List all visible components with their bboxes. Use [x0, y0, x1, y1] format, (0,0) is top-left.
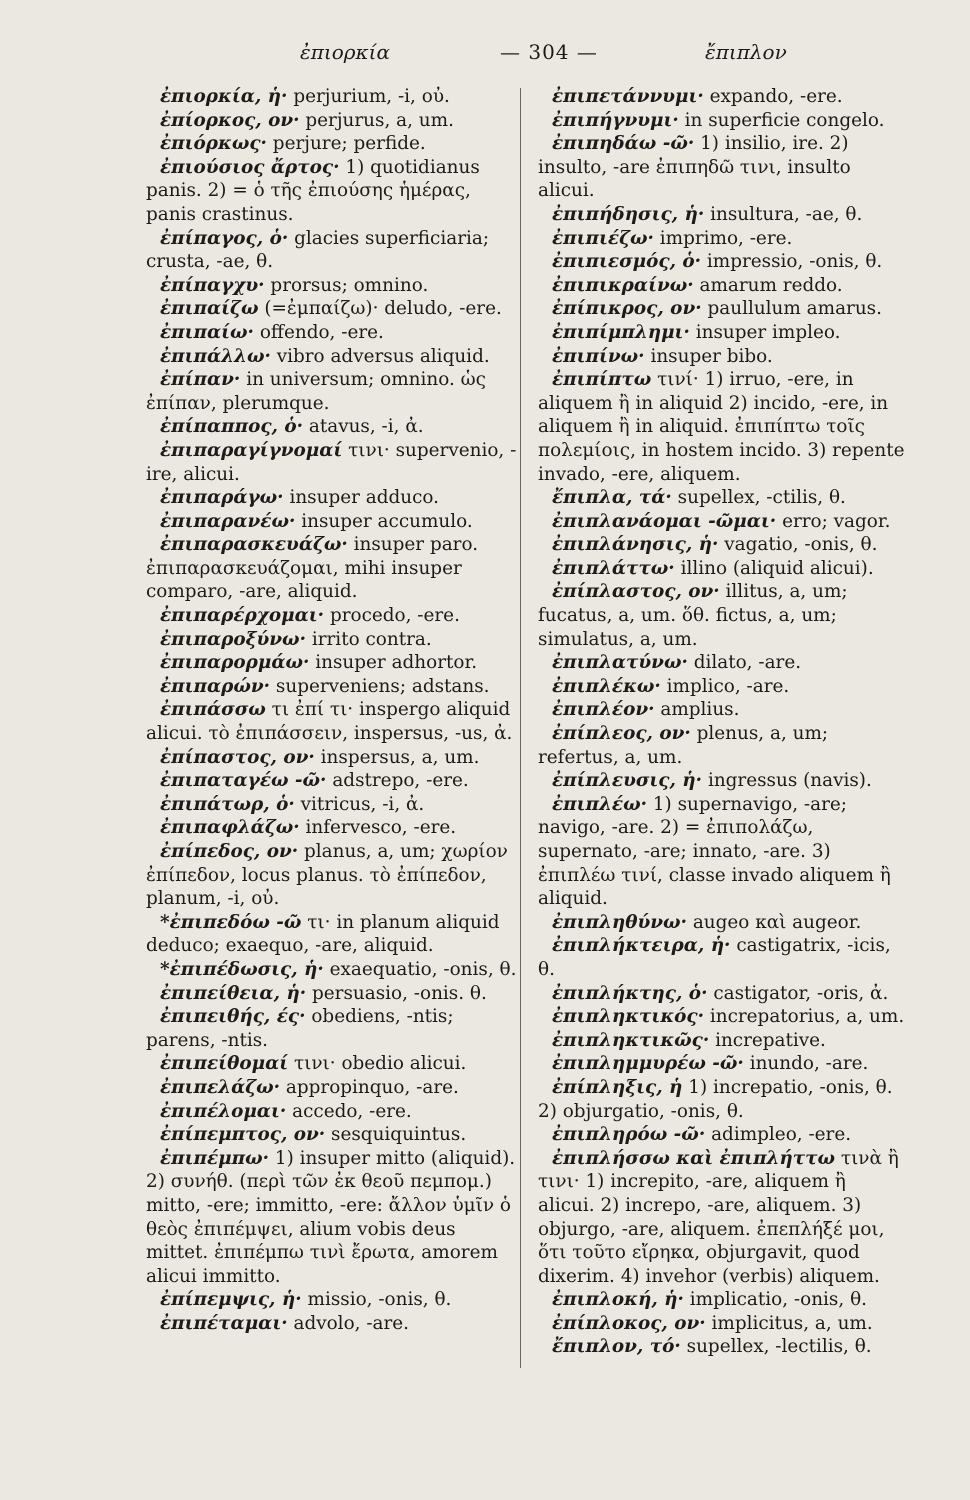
entry-definition: implicitus, a, um. [711, 1312, 873, 1334]
dictionary-entry [538, 109, 908, 133]
entry-headword: ἐπίπαππος, ὁ· [160, 416, 304, 438]
entry-definition: inspersus, a, um. [320, 746, 480, 768]
entry-headword: ἐπιπάσσω [160, 699, 266, 721]
entry-headword: ἐπιπαταγέω -ῶ· [160, 770, 327, 792]
entry-definition: paullulum amarus. [707, 298, 882, 320]
dictionary-entry [146, 958, 518, 982]
entry-headword: ἐπίπεδος, ον· [160, 841, 299, 862]
dictionary-entry [146, 698, 518, 745]
entry-headword: ἐπιπείθομαί [160, 1053, 289, 1075]
dictionary-entry [146, 109, 518, 133]
entry-definition: castigator, -oris, ἀ. [713, 982, 889, 1004]
dictionary-entry [146, 1123, 518, 1147]
dictionary-entry [538, 132, 908, 203]
entry-headword: ἐπιπλήκτειρα, ἡ· [552, 935, 731, 957]
entry-headword: ἐπιπήγνυμι· [552, 109, 679, 131]
entry-headword: ἔπιπλα, τά· [552, 487, 672, 509]
entry-headword: ἐπιπειθής, ές· [160, 1006, 306, 1028]
entry-definition: insuper paro. ἐπιπαρασκευάζομαι, mihi insuper comparo, -are, aliquid. [146, 534, 479, 603]
entry-definition: infervesco, -ere. [305, 817, 457, 839]
dictionary-entry [146, 510, 518, 534]
entry-definition: augeo καὶ augeor. [692, 911, 862, 933]
entry-definition: erro; vagor. [782, 510, 891, 532]
dictionary-entry [538, 203, 908, 227]
entry-definition: sesquiquintus. [331, 1124, 467, 1146]
right-guide-word: ἔπιπλον [705, 40, 787, 64]
entry-headword: ἐπιπαροξύνω· [160, 628, 306, 650]
entry-headword: ἐπιόρκως· [160, 133, 267, 155]
entry-definition: perjure; perfide. [272, 133, 426, 155]
dictionary-entry [538, 321, 908, 345]
entry-definition: appropinquo, -are. [285, 1076, 459, 1098]
entry-definition: illitus, a, um; fucatus, a, um. ὅθ. fictus, a, um; simulatus, a, um. [538, 581, 848, 650]
dictionary-entry [538, 911, 908, 935]
entry-definition: τι ἐπί τι· inspergo aliquid alicui. τὸ ἐπιπάσσειν, inspersus, -us, ἀ. [146, 699, 513, 745]
entry-definition: insuper impleo. [695, 321, 841, 343]
entry-headword: ἐπιπλανάομαι -ῶμαι· [552, 510, 777, 532]
dictionary-entry [538, 1029, 908, 1053]
entry-definition: accedo, -ere. [292, 1100, 412, 1122]
dictionary-entry [146, 1288, 518, 1312]
entry-headword: ἐπιπάτωρ, ὁ· [160, 793, 295, 815]
entry-definition: supellex, -lectilis, θ. [686, 1336, 872, 1358]
dictionary-entry [146, 132, 518, 156]
entry-definition: vitricus, -i, ἀ. [300, 793, 425, 815]
entry-definition: amplius. [660, 699, 740, 721]
dictionary-entry [146, 368, 518, 415]
entry-definition: plenus, a, um; refertus, a, um. [538, 723, 829, 768]
entry-headword: ἐπιπλάνησις, ἡ· [552, 534, 719, 556]
dictionary-entry [538, 557, 908, 581]
entry-headword: ἐπιπλήκτης, ὁ· [552, 982, 708, 1004]
dictionary-entry [538, 1076, 908, 1123]
entry-headword: ἐπιπιεσμός, ὁ· [552, 251, 702, 273]
entry-headword: ἐπιπαφλάζω· [160, 817, 300, 839]
dictionary-entry [146, 274, 518, 298]
entry-headword: ἐπιούσιος ἄρτος· [160, 156, 340, 178]
entry-headword: ἐπιπλέω· [552, 793, 647, 815]
entry-headword: ἐπιπιέζω· [552, 227, 654, 249]
dictionary-entry [146, 1052, 518, 1076]
entry-headword: ἐπιπαρανέω· [160, 510, 296, 532]
column-divider [520, 88, 521, 1368]
entry-definition: illino (aliquid alicui). [680, 557, 874, 579]
dictionary-entry [538, 698, 908, 722]
entry-definition: in universum; omnino. ὡς ἐπίπαν, plerumque. [146, 369, 486, 414]
entry-definition: expando, -ere. [709, 86, 843, 107]
entry-headword: ἐπίπαστος, ον· [160, 746, 315, 768]
dictionary-entry [538, 982, 908, 1006]
entry-headword: ἐπίπλοκος, ον· [552, 1312, 706, 1334]
entry-definition: (=ἐμπαίζω)· deludo, -ere. [264, 298, 502, 320]
dictionary-entry [538, 1052, 908, 1076]
entry-definition: implico, -are. [666, 675, 790, 697]
entry-definition: planus, a, um; χωρίον ἐπίπεδον, locus planus. τὸ ἐπίπεδον, planum, -i, οὐ. [146, 841, 508, 910]
entry-headword: ἐπιπληθύνω· [552, 911, 687, 933]
entry-definition: irrito contra. [311, 628, 432, 650]
dictionary-entry [146, 840, 518, 911]
entry-headword: ἐπιπαίζω [160, 298, 259, 320]
entry-headword: ἐπιπηδάω -ῶ· [552, 133, 695, 155]
entry-headword: ἐπιπληκτικῶς· [552, 1029, 710, 1051]
entry-headword: ἐπιπετάννυμι· [552, 86, 704, 107]
left-guide-word: ἐπιορκία [300, 40, 390, 64]
entry-headword: ἐπίπαγος, ὁ· [160, 227, 289, 249]
entry-headword: ἐπιπικραίνω· [552, 274, 694, 296]
dictionary-entry [538, 345, 908, 369]
dictionary-entry [538, 675, 908, 699]
dictionary-entry [146, 486, 518, 510]
dictionary-entry [146, 1076, 518, 1100]
entry-definition: insultura, -ae, θ. [710, 203, 863, 225]
entry-headword: ἐπιπίπτω [552, 369, 652, 391]
dictionary-entry [146, 533, 518, 604]
entry-definition: ingressus (navis). [707, 770, 872, 792]
entry-headword: ἐπιπήδησις, ἡ· [552, 203, 705, 225]
dictionary-entry [538, 85, 908, 109]
entry-definition: superveniens; adstans. [275, 675, 490, 697]
dictionary-entry [146, 675, 518, 699]
entry-definition: in superficie congelo. [684, 109, 885, 131]
entry-headword: ἐπιπλατύνω· [552, 652, 688, 674]
dictionary-entry [538, 651, 908, 675]
dictionary-entry [146, 816, 518, 840]
entry-definition: inundo, -are. [749, 1053, 869, 1075]
dictionary-entry [538, 793, 908, 911]
entry-headword: ἐπιπελάζω· [160, 1076, 281, 1098]
entry-definition: exaequatio, -onis, θ. [329, 958, 517, 980]
entry-definition: increpatorius, a, um. [709, 1006, 905, 1028]
dictionary-entry [146, 85, 518, 109]
dictionary-entry [538, 510, 908, 534]
page-number: — 304 — [500, 40, 598, 64]
dictionary-entry [538, 1005, 908, 1029]
page-header [0, 40, 970, 74]
dictionary-entry [538, 227, 908, 251]
entry-definition: vibro adversus aliquid. [276, 345, 490, 367]
entry-headword: ἐπιπαίω· [160, 321, 254, 343]
entry-headword: ἐπιπίνω· [552, 345, 645, 367]
entry-definition: amarum reddo. [699, 274, 843, 296]
entry-definition: 1) insilio, ire. 2) insulto, -are ἐπιπηδῶ τινι, insulto alicui. [538, 133, 851, 202]
entry-headword: ἐπιπλήσσω καὶ ἐπιπλήττω [552, 1147, 836, 1169]
entry-headword: ἐπίπλεος, ον· [552, 723, 691, 745]
dictionary-entry [538, 722, 908, 769]
entry-definition: imprimo, -ere. [659, 227, 793, 249]
entry-definition: glacies superficiaria; crusta, -ae, θ. [146, 227, 490, 273]
dictionary-entry [146, 1100, 518, 1124]
entry-headword: ἐπιπληρόω -ῶ· [552, 1124, 706, 1146]
dictionary-entry [538, 1312, 908, 1336]
entry-headword: ἐπιπαράγω· [160, 487, 284, 509]
entry-definition: insuper adhortor. [315, 652, 478, 674]
entry-definition: missio, -onis, θ. [307, 1289, 452, 1311]
dictionary-entry [146, 628, 518, 652]
entry-headword: ἐπιπληκτικός· [552, 1006, 704, 1028]
entry-definition: supellex, -ctilis, θ. [677, 487, 846, 509]
entry-definition: advolo, -are. [293, 1312, 410, 1334]
entry-headword: ἐπίπαγχυ· [160, 274, 265, 296]
entry-headword: ἐπιπίμπλημι· [552, 321, 690, 343]
entry-headword: ἐπίπαν· [160, 369, 241, 391]
entry-definition: prorsus; omnino. [270, 274, 429, 296]
dictionary-entry [146, 982, 518, 1006]
entry-headword: ἐπιπλημμυρέω -ῶ· [552, 1053, 744, 1075]
entry-definition: perjurus, a, um. [305, 109, 454, 131]
left-column [146, 85, 518, 1335]
dictionary-entry [538, 580, 908, 651]
dictionary-entry [538, 533, 908, 557]
entry-definition: impressio, -onis, θ. [706, 251, 883, 273]
dictionary-entry [146, 793, 518, 817]
entry-headword: ἐπίπληξις, ἡ [552, 1076, 683, 1098]
entry-headword: ἐπίπεμπτος, ον· [160, 1124, 326, 1146]
entry-definition: insuper accumulo. [301, 510, 473, 532]
dictionary-entry [538, 1123, 908, 1147]
dictionary-entry [538, 934, 908, 981]
dictionary-entry [146, 604, 518, 628]
entry-definition: persuasio, -onis. θ. [312, 982, 487, 1004]
entry-headword: *ἐπιπεδόω -ῶ [160, 911, 302, 933]
entry-definition: perjurium, -i, οὐ. [293, 86, 450, 107]
entry-headword: ἐπίπεμψις, ἡ· [160, 1289, 302, 1311]
entry-definition: implicatio, -onis, θ. [689, 1289, 867, 1311]
entry-definition: 1) quotidianus panis. 2) = ὁ τῆς ἐπιούσης ἡμέρας, panis crastinus. [146, 156, 480, 225]
entry-headword: ἐπιπάλλω· [160, 345, 271, 367]
dictionary-entry [538, 1288, 908, 1312]
dictionary-entry [538, 274, 908, 298]
entry-definition: τινι· supervenio, -ire, alicui. [146, 439, 517, 485]
entry-definition: insuper adduco. [289, 487, 440, 509]
entry-definition: castigatrix, -icis, θ. [538, 935, 891, 980]
entry-headword: ἐπιπλέκω· [552, 675, 661, 697]
entry-definition: dilato, -are. [693, 652, 802, 674]
entry-headword: *ἐπιπέδωσις, ἡ· [160, 958, 324, 980]
entry-definition: adimpleo, -ere. [711, 1124, 852, 1146]
right-column [538, 85, 908, 1359]
entry-definition: τι· in planum aliquid deduco; exaequo, -are, aliquid. [146, 911, 500, 957]
entry-definition: atavus, -i, ἀ. [308, 416, 424, 438]
dictionary-entry [538, 1147, 908, 1289]
dictionary-entry [146, 1005, 518, 1052]
entry-headword: ἐπιορκία, ἡ· [160, 86, 288, 107]
dictionary-entry [146, 1147, 518, 1289]
dictionary-entry [538, 1335, 908, 1359]
entry-headword: ἐπιπαρών· [160, 675, 271, 697]
entry-headword: ἐπίορκος, ον· [160, 109, 300, 131]
entry-headword: ἐπιπαραγίγνομαί [160, 439, 343, 461]
entry-headword: ἐπιπαρορμάω· [160, 652, 310, 674]
entry-definition: τινὰ ἢ τινι· 1) increpito, -are, aliquem ἢ alicui. 2) increpo, -are, aliquem. 3) objurgo, -are, aliquem. ἐπεπλήξέ μοι, ὅτι τοῦτο εἴρηκα, objurgavit, quod dixerim. 4) invehor (verbis) aliquem. [538, 1147, 899, 1287]
entry-headword: ἐπιπείθεια, ἡ· [160, 982, 307, 1004]
dictionary-entry [146, 297, 518, 321]
entry-definition: insuper bibo. [650, 345, 773, 367]
entry-definition: vagatio, -onis, θ. [724, 534, 878, 556]
dictionary-entry [146, 769, 518, 793]
dictionary-entry [538, 250, 908, 274]
entry-headword: ἐπίπικρος, ον· [552, 298, 702, 320]
entry-headword: ἐπιπέλομαι· [160, 1100, 287, 1122]
entry-definition: procedo, -ere. [329, 605, 460, 627]
dictionary-entry [538, 486, 908, 510]
entry-headword: ἐπιπέμπω· [160, 1147, 270, 1169]
entry-headword: ἐπιπλέον· [552, 699, 655, 721]
dictionary-entry [146, 156, 518, 227]
entry-headword: ἐπιπέταμαι· [160, 1312, 288, 1334]
dictionary-entry [146, 439, 518, 486]
entry-headword: ἐπιπαρέρχομαι· [160, 605, 325, 627]
entry-definition: adstrepo, -ere. [332, 770, 469, 792]
entry-definition: τινί· 1) irruo, -ere, in aliquem ἢ in aliquid 2) incido, -ere, in aliquem ἢ in aliquid. ἐπιπίπτω τοῖς πολεμίοις, in hostem incido. 3) repente invado, -ere, aliquem. [538, 369, 905, 485]
dictionary-entry [538, 769, 908, 793]
dictionary-entry [146, 415, 518, 439]
dictionary-entry [146, 911, 518, 958]
dictionary-entry [146, 651, 518, 675]
dictionary-entry [146, 321, 518, 345]
entry-headword: ἐπίπλαστος, ον· [552, 581, 720, 603]
dictionary-entry [146, 746, 518, 770]
dictionary-entry [146, 227, 518, 274]
entry-definition: 1) insuper mitto (aliquid). 2) συνήθ. (περὶ τῶν ἐκ θεοῦ πεμπομ.) mitto, -ere; immitto, -ere: ἄλλον ὑμῖν ὁ θεὸς ἐπιπέμψει, alium vobis deus mittet. ἐπιπέμπω τινὶ ἔρωτα, amorem alicui immitto. [146, 1147, 516, 1287]
entry-definition: obediens, -ntis; parens, -ntis. [146, 1006, 454, 1051]
entry-headword: ἐπιπλοκή, ἡ· [552, 1289, 684, 1311]
dictionary-entry [146, 345, 518, 369]
entry-definition: 1) supernavigo, -are; navigo, -are. 2) = ἐπιπολάζω, supernato, -are; innato, -are. 3) ἐπιπλέω τινί, classe invado aliquem ἢ aliquid. [538, 793, 891, 910]
dictionary-entry [538, 297, 908, 321]
entry-definition: 1) increpatio, -onis, θ. 2) objurgatio, -onis, θ. [538, 1076, 893, 1122]
entry-headword: ἔπιπλον, τό· [552, 1336, 681, 1358]
entry-definition: offendo, -ere. [259, 321, 384, 343]
dictionary-entry [146, 1312, 518, 1336]
entry-headword: ἐπίπλευσις, ἡ· [552, 770, 703, 792]
dictionary-entry [538, 368, 908, 486]
entry-definition: increpative. [715, 1029, 826, 1051]
entry-headword: ἐπιπαρασκευάζω· [160, 534, 348, 556]
entry-headword: ἐπιπλάττω· [552, 557, 675, 579]
entry-definition: τινι· obedio alicui. [293, 1053, 467, 1075]
